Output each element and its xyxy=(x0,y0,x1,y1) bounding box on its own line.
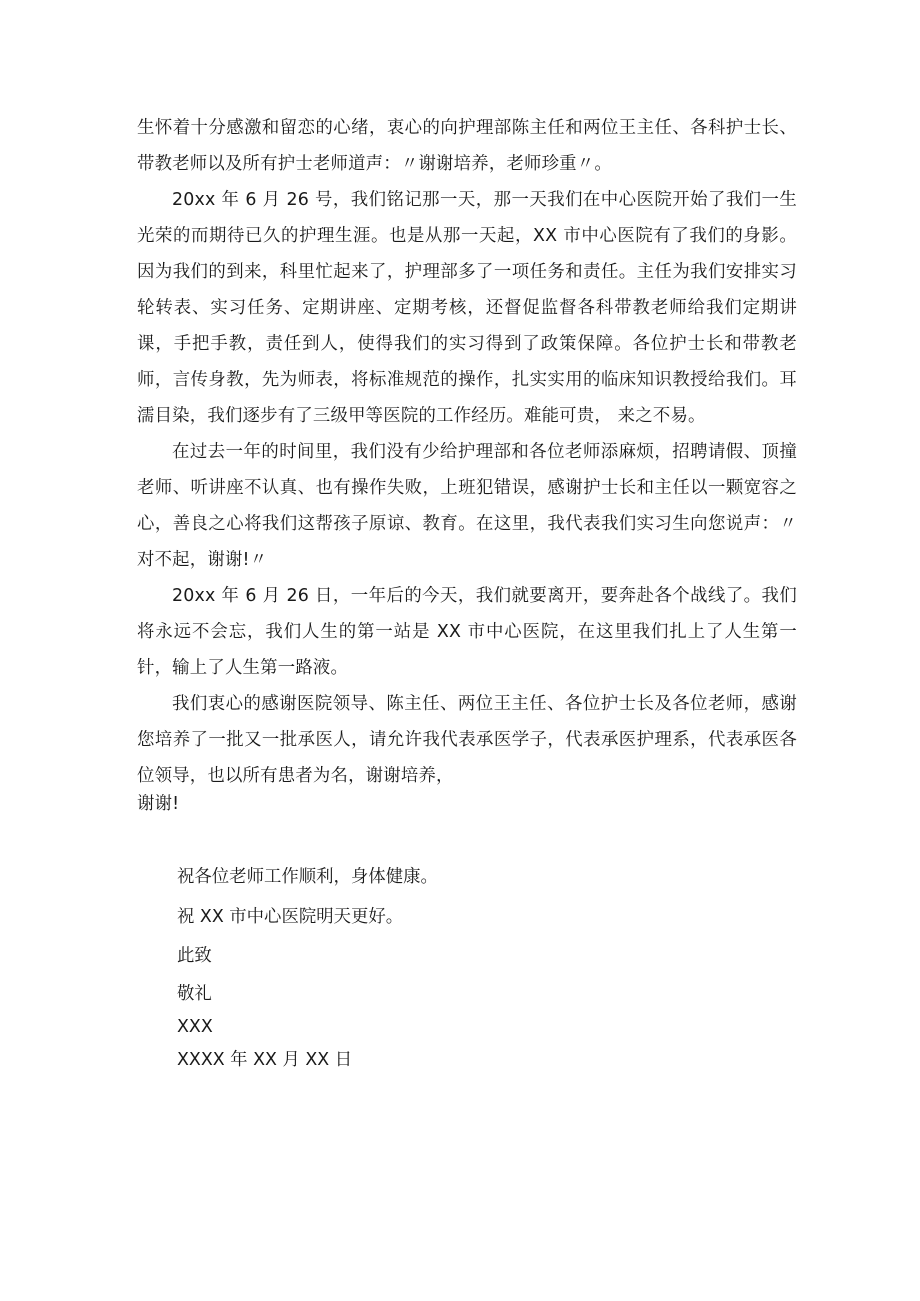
wish-hospital: 祝 XX 市中心医院明天更好。 xyxy=(177,907,404,927)
letter-body xyxy=(137,110,797,822)
paragraph-5: 我们衷心的感谢医院领导、陈主任、两位王主任、各位护士长及各位老师，感谢您培养了一批又一批承医人，请允许我代表承医学子，代表承医护理系，代表承医各位领导，也以所有患者为名，谢谢培养， xyxy=(137,694,797,786)
paragraph-1: 生怀着十分感激和留恋的心绪，衷心的向护理部陈主任和两位王主任、各科护士长、带教老师以及所有护士老师道声：〃谢谢培养，老师珍重〃。 xyxy=(137,118,797,174)
paragraph-4: 20xx 年 6 月 26 日，一年后的今天，我们就要离开，要奔赴各个战线了。我们将永远不会忘，我们人生的第一站是 XX 市中心医院，在这里我们扎上了人生第一针，输上了人生第一路液。 xyxy=(137,586,797,678)
wish-teachers: 祝各位老师工作顺利，身体健康。 xyxy=(177,867,438,887)
thanks-line: 谢谢! xyxy=(137,794,180,814)
closing-salutation: 此致 xyxy=(177,946,212,966)
letter-date: XXXX 年 XX 月 XX 日 xyxy=(177,1050,353,1070)
paragraph-2: 20xx 年 6 月 26 号，我们铭记那一天，那一天我们在中心医院开始了我们一生光荣的而期待已久的护理生涯。也是从那一天起，XX 市中心医院有了我们的身影。因为我们的到来，科里忙起来了，护理部多了一项任务和责任。主任为我们安排实习轮转表、实习任务、定期讲座、定期考核，还督促监督各科带教老师给我们定期讲课，手把手教，责任到人，使得我们的实习得到了政策保障。各位护士长和带教老师，言传身教，先为师表，将标准规范的操作，扎实实用的临床知识教授给我们。耳濡目染，我们逐步有了三级甲等医院的工作经历。难能可贵， 来之不易。 xyxy=(137,190,797,426)
signature: XXX xyxy=(177,1017,213,1037)
paragraph-3: 在过去一年的时间里，我们没有少给护理部和各位老师添麻烦，招聘请假、顶撞老师、听讲座不认真、也有操作失败，上班犯错误，感谢护士长和主任以一颗宽容之心，善良之心将我们这帮孩子原谅、教育。在这里，我代表我们实习生向您说声：〃对不起，谢谢!〃 xyxy=(137,442,797,570)
closing-respect: 敬礼 xyxy=(177,984,212,1004)
